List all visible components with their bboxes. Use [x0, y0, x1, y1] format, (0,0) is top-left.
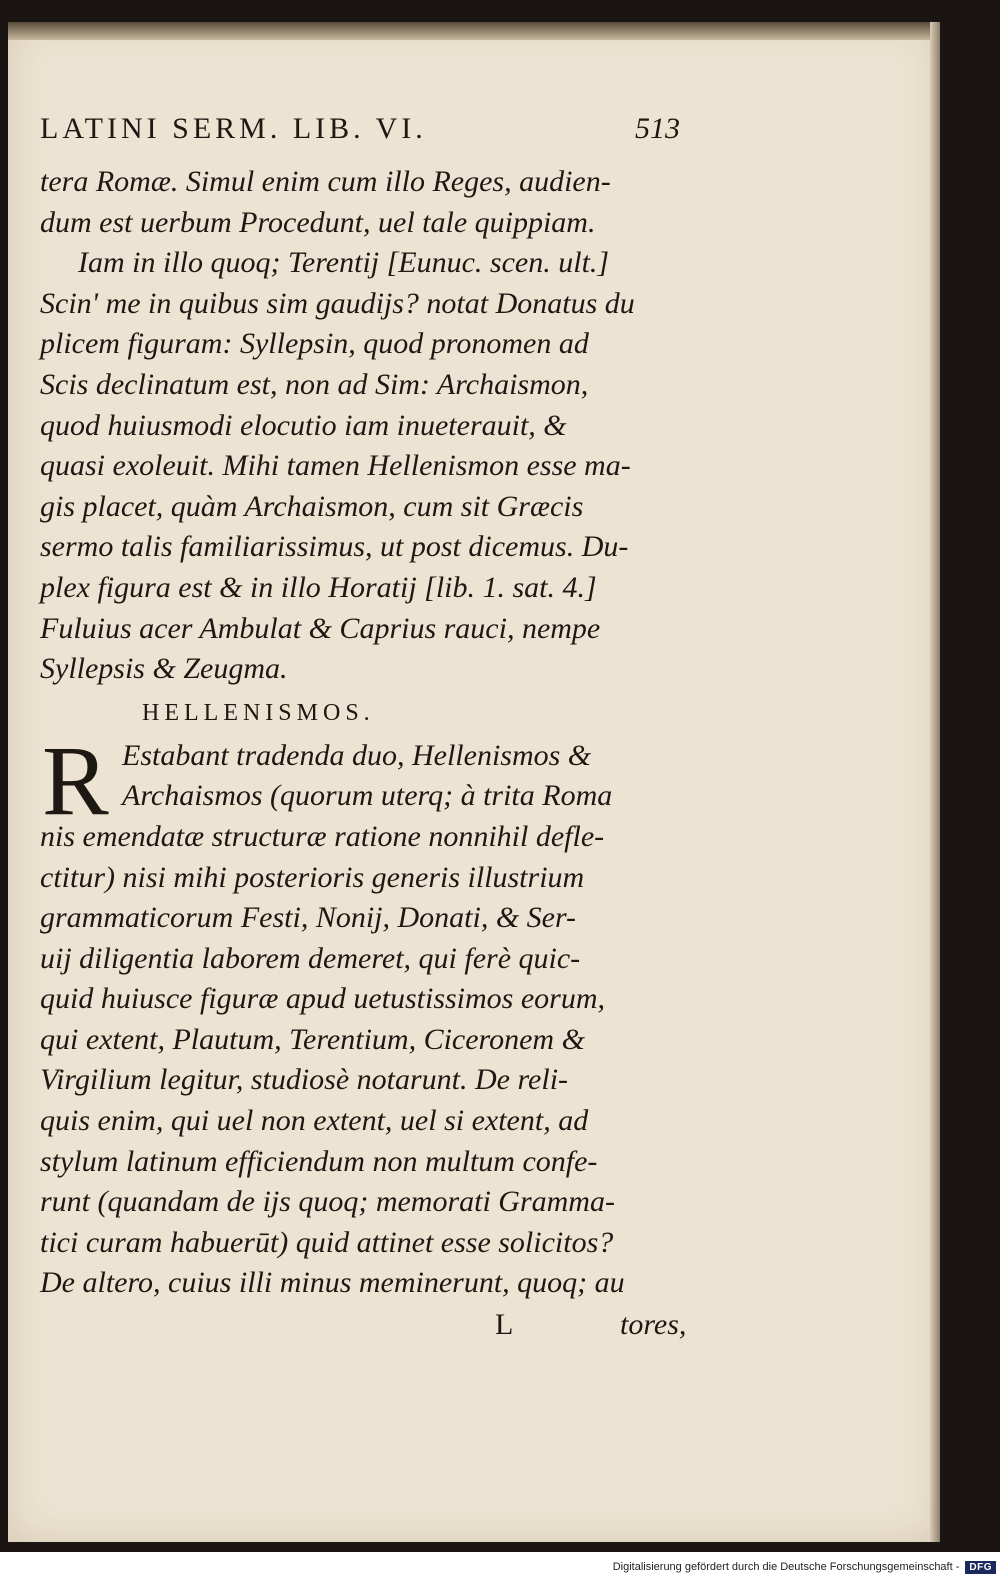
text-line: Virgilium legitur, studiosè notarunt. De reli- [40, 1063, 569, 1097]
section-heading: HELLENISMOS. [142, 699, 375, 726]
text-line: tici curam habuerūt) quid attinet esse solicitos? [40, 1225, 614, 1259]
page-top-edge [8, 22, 938, 40]
text-line: Scis declinatum est, non ad Sim: Archaismon, [40, 367, 589, 401]
text-line: Iam in illo quoq; Terentij [Eunuc. scen. ult.] [78, 246, 610, 280]
text-line: plicem figuram: Syllepsin, quod pronomen ad [40, 327, 589, 361]
text-line: dum est uerbum Procedunt, uel tale quippiam. [40, 205, 596, 239]
text-line: sermo talis familiarissimus, ut post dicemus. Du- [40, 530, 629, 564]
text-line: quasi exoleuit. Mihi tamen Hellenismon esse ma- [40, 449, 631, 483]
page-right-edge [930, 22, 940, 1542]
text-line: quid huiusce figuræ apud uetustissimos eorum, [40, 982, 606, 1016]
paragraph-after-heading [40, 724, 680, 1304]
paragraph-before-heading [40, 162, 680, 690]
text-line: quis enim, qui uel non extent, uel si extent, ad [40, 1104, 589, 1138]
text-line: ctitur) nisi mihi posterioris generis illustrium [40, 860, 585, 894]
digitization-footer [0, 1552, 1000, 1582]
dfg-logo: DFG [965, 1561, 996, 1574]
text-line: Archaismos (quorum uterq; à trita Roma [122, 779, 613, 813]
text-line: stylum latinum efficiendum non multum confe- [40, 1144, 598, 1178]
signature-mark: L [495, 1308, 514, 1342]
text-line: gis placet, quàm Archaismon, cum sit Græcis [40, 489, 584, 523]
text-line: quod huiusmodi elocutio iam inueterauit, & [40, 408, 567, 442]
text-line: Fuluius acer Ambulat & Caprius rauci, nempe [40, 611, 601, 645]
text-line: De altero, cuius illi minus meminerunt, quoq; au [40, 1266, 625, 1300]
text-line: uij diligentia laborem demeret, qui ferè quic- [40, 941, 581, 975]
text-line: runt (quandam de ijs quoq; memorati Gramma- [40, 1185, 615, 1219]
text-line: qui extent, Plautum, Terentium, Ciceronem & [40, 1022, 585, 1056]
running-head [40, 112, 680, 162]
text-line: Scin' me in quibus sim gaudijs? notat Donatus du [40, 286, 635, 320]
drop-cap: R [42, 724, 109, 836]
text-line: Estabant tradenda duo, Hellenismos & [122, 738, 592, 772]
text-line: Syllepsis & Zeugma. [40, 652, 288, 686]
text-block [40, 112, 687, 1346]
signature-catchword-row [40, 1304, 687, 1346]
catchword: tores, [620, 1308, 687, 1342]
text-line: tera Romæ. Simul enim cum illo Reges, audien- [40, 165, 611, 198]
text-line: plex figura est & in illo Horatij [lib. 1. sat. 4.] [40, 570, 597, 604]
page-number: 513 [635, 112, 680, 145]
footer-credit: Digitalisierung gefördert durch die Deutsche Forschungsgemeinschaft - [612, 1561, 960, 1573]
text-line: grammaticorum Festi, Nonij, Donati, & Ser- [40, 901, 577, 935]
running-head-title: LATINI SERM. LIB. VI. [40, 112, 427, 145]
text-line: nis emendatæ structuræ ratione nonnihil defle- [40, 819, 605, 853]
